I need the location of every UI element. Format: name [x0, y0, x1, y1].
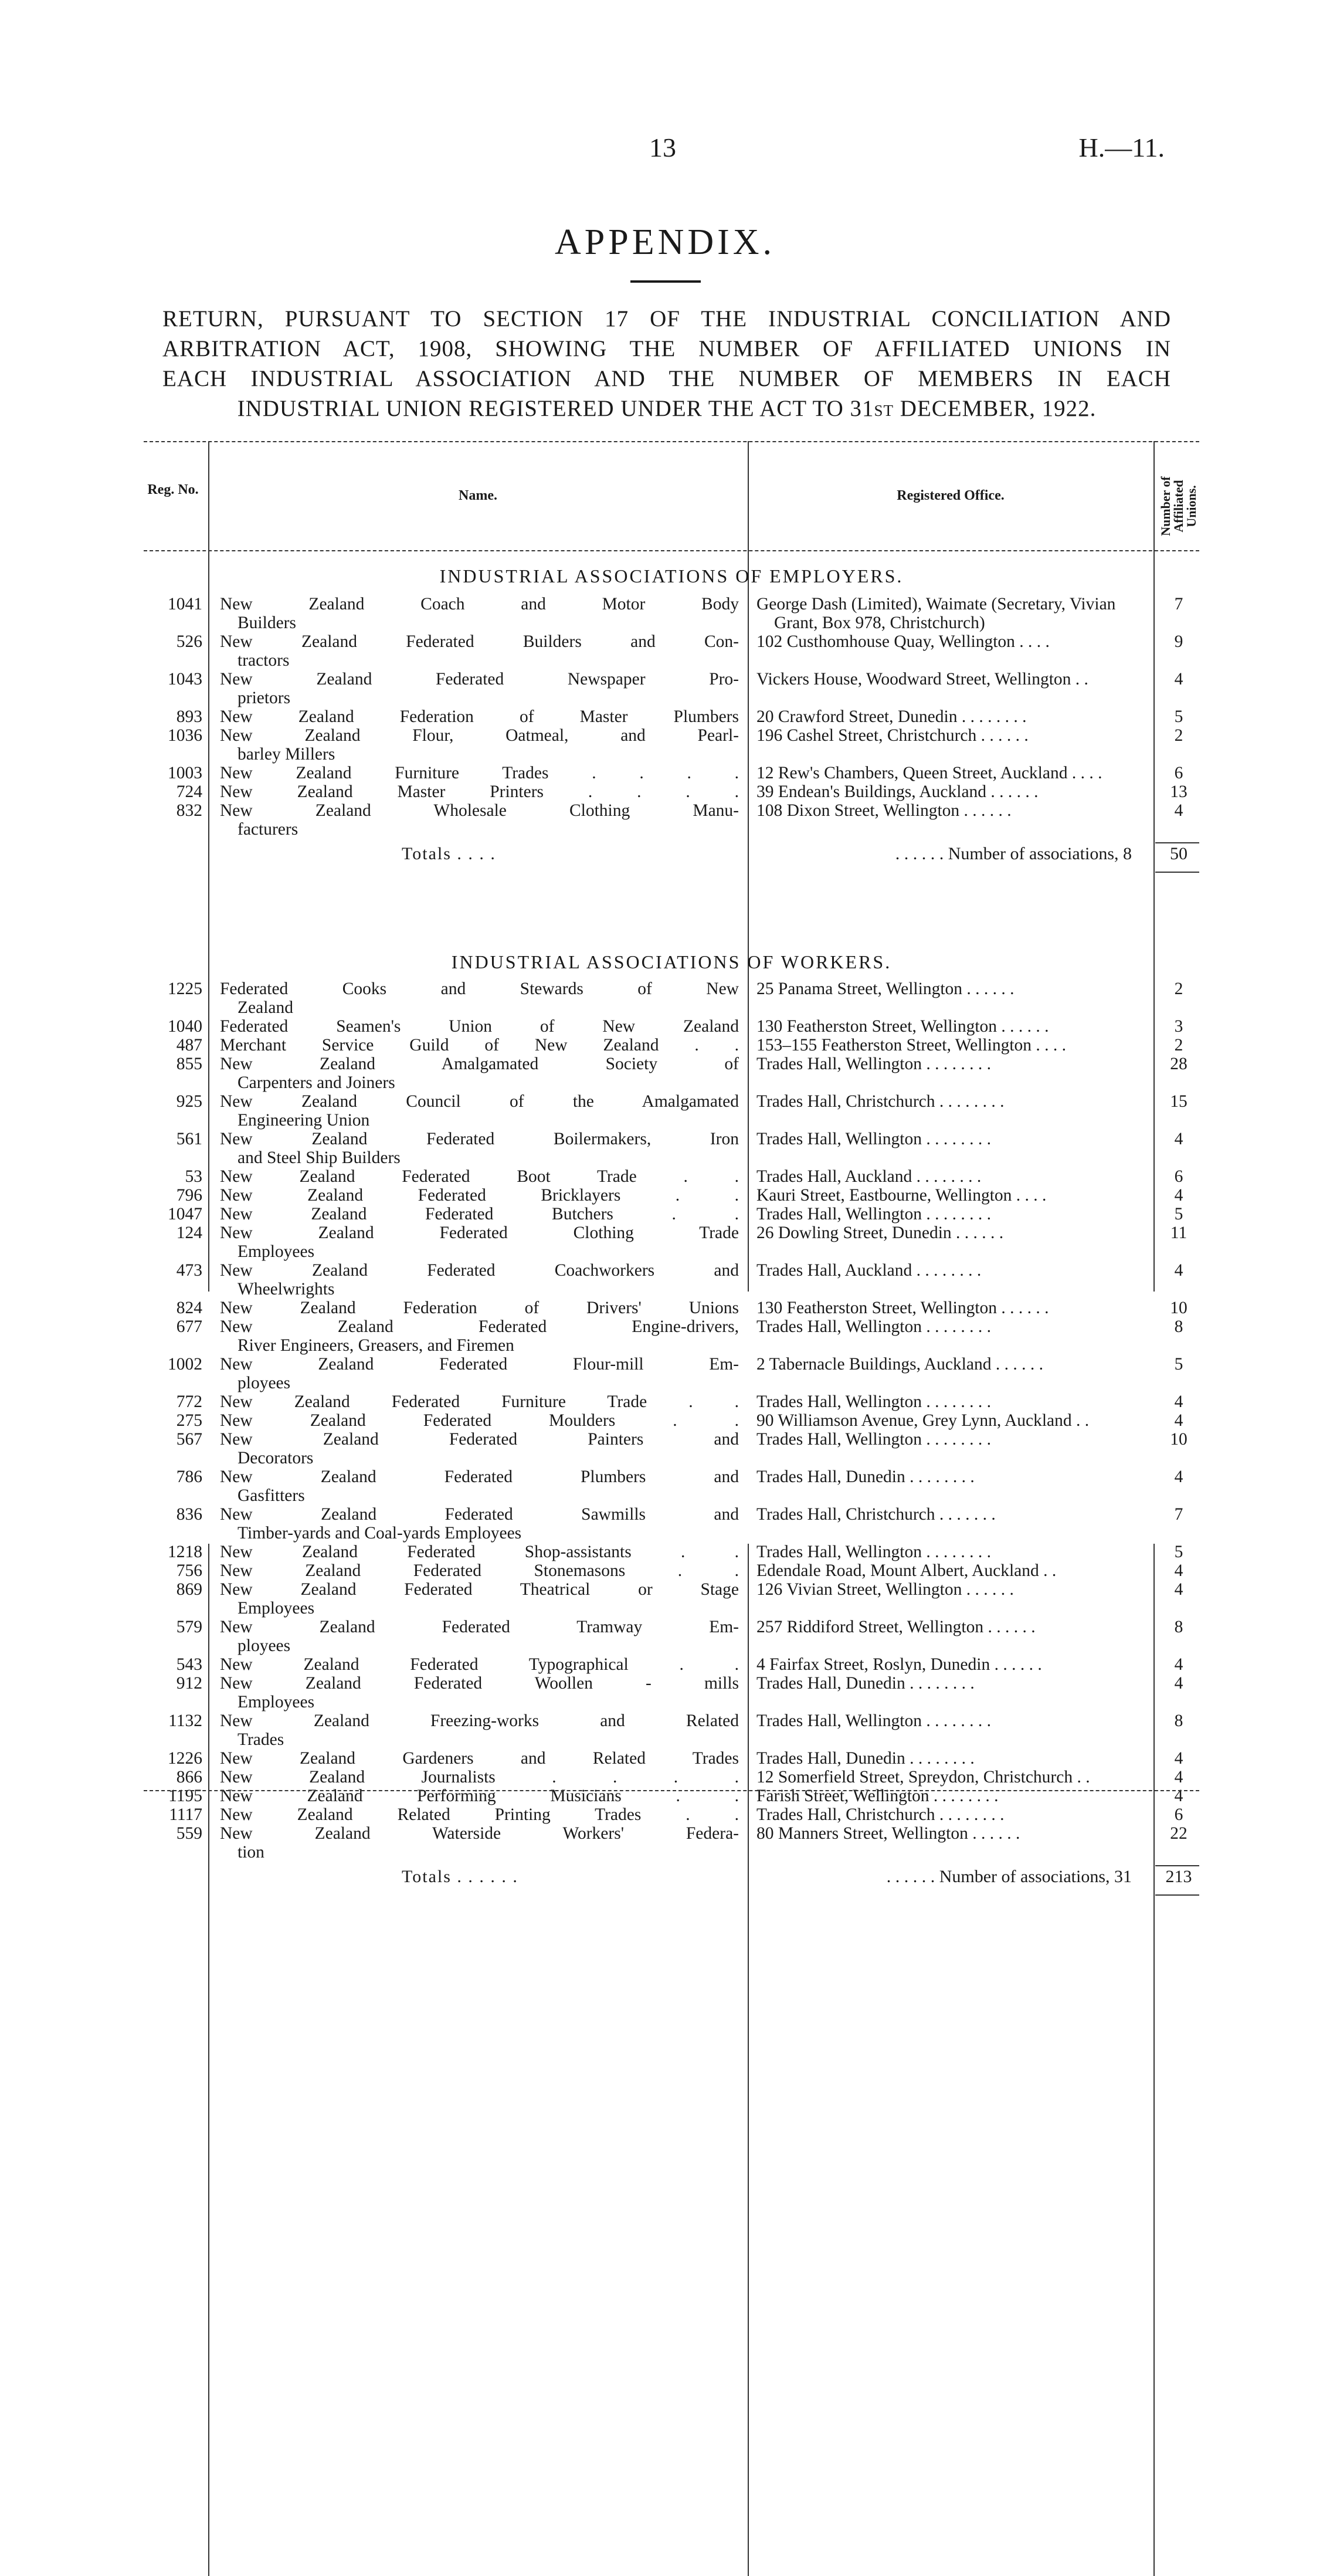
reg-number: 677 [176, 1317, 202, 1336]
registered-office: Trades Hall, Wellington . . . . . . . . [756, 1711, 991, 1730]
affiliated-unions-count: 28 [1170, 1055, 1188, 1073]
table-row [144, 670, 1199, 707]
reg-number: 1132 [168, 1711, 202, 1730]
affiliated-unions-count: 10 [1170, 1299, 1188, 1317]
name-line: New Zealand Federated Theatrical or Stage [220, 1580, 739, 1599]
table-row [144, 1017, 1199, 1036]
reg-number: 543 [176, 1655, 202, 1674]
table-row [144, 1824, 1199, 1862]
affiliated-unions-count: 7 [1174, 595, 1183, 614]
reg-number: 567 [176, 1430, 202, 1449]
association-name [220, 979, 739, 1017]
name-continuation: Decorators [238, 1449, 314, 1467]
table-row [144, 1467, 1199, 1505]
affiliated-unions-count: 15 [1170, 1092, 1188, 1111]
name-line: New Zealand Amalgamated Society of [220, 1055, 739, 1073]
associations-count: . . . . . . Number of associations, 8 [895, 844, 1132, 863]
name-line: New Zealand Federated Newspaper Pro- [220, 670, 739, 689]
affiliated-unions-count: 5 [1174, 1205, 1183, 1223]
heading-ordinal: ST [874, 402, 894, 419]
association-name [220, 1355, 739, 1392]
totals-label: Totals . . . . [402, 844, 496, 863]
association-name [220, 1205, 739, 1223]
reg-number: 893 [176, 707, 202, 726]
affiliated-unions-count: 4 [1174, 670, 1183, 689]
association-name [220, 1561, 739, 1580]
appendix-title: APPENDIX. [554, 222, 776, 262]
association-name [220, 1411, 739, 1430]
office-continuation: Grant, Box 978, Christchurch) [774, 614, 985, 632]
registered-office: 25 Panama Street, Wellington . . . . . . [756, 979, 1015, 998]
association-name [220, 1223, 739, 1261]
table-row [144, 1317, 1199, 1355]
registered-office: 39 Endean's Buildings, Auckland . . . . . . [756, 782, 1039, 801]
affiliated-unions-count: 8 [1174, 1317, 1183, 1336]
affiliated-unions-count: 6 [1174, 1805, 1183, 1824]
registered-office: Kauri Street, Eastbourne, Wellington . . . . [756, 1186, 1047, 1205]
table-row [144, 1674, 1199, 1711]
registered-office: 12 Somerfield Street, Spreydon, Christchurch . . [756, 1768, 1090, 1787]
reg-number: 925 [176, 1092, 202, 1111]
registered-office: 2 Tabernacle Buildings, Auckland . . . . . . [756, 1355, 1043, 1374]
table-row [144, 1711, 1199, 1749]
name-line: New Zealand Federated Painters and [220, 1430, 739, 1449]
name-continuation: facturers [238, 820, 298, 839]
association-name [220, 1768, 739, 1787]
table-row [144, 707, 1199, 726]
association-name [220, 1749, 739, 1768]
association-name [220, 726, 739, 764]
reg-number: 866 [176, 1768, 202, 1787]
table-row [144, 1167, 1199, 1186]
name-line: New Zealand Flour, Oatmeal, and Pearl- [220, 726, 739, 745]
association-name [220, 1543, 739, 1561]
name-continuation: and Steel Ship Builders [238, 1148, 401, 1167]
name-line: Federated Cooks and Stewards of New [220, 979, 739, 998]
table-row [144, 1618, 1199, 1655]
association-name [220, 1580, 739, 1618]
table-row [144, 632, 1199, 670]
reg-number: 1218 [168, 1543, 202, 1561]
registered-office: 130 Featherston Street, Wellington . . . . . . [756, 1299, 1049, 1317]
reg-number: 1040 [168, 1017, 202, 1036]
registered-office: 80 Manners Street, Wellington . . . . . . [756, 1824, 1020, 1843]
header-affiliated-unions: Number of Affiliated Unions. [1158, 476, 1199, 536]
reg-number: 1117 [169, 1805, 202, 1824]
affiliated-unions-count: 4 [1174, 1655, 1183, 1674]
name-continuation: Employees [238, 1242, 315, 1261]
reg-number: 1002 [168, 1355, 202, 1374]
name-continuation: Engineering Union [238, 1111, 370, 1130]
reg-number: 579 [176, 1618, 202, 1636]
association-name [220, 1711, 739, 1749]
title-underline [630, 280, 701, 283]
reg-number: 855 [176, 1055, 202, 1073]
table-row [144, 1561, 1199, 1580]
name-continuation: tractors [238, 651, 290, 670]
reg-number: 1041 [168, 595, 202, 614]
association-name [220, 1036, 739, 1055]
affiliated-unions-count: 5 [1174, 1355, 1183, 1374]
affiliated-unions-count: 6 [1174, 764, 1183, 782]
heading-line [162, 394, 1171, 426]
association-name [220, 1317, 739, 1355]
name-line: New Zealand Council of the Amalgamated [220, 1092, 739, 1111]
name-line: New Zealand Federated Woollen - mills [220, 1674, 739, 1693]
table-row [144, 1749, 1199, 1768]
name-line: New Zealand Federated Shop-assistants . . [220, 1543, 739, 1561]
name-continuation: prietors [238, 689, 291, 707]
name-continuation: Carpenters and Joiners [238, 1073, 395, 1092]
registered-office: 26 Dowling Street, Dunedin . . . . . . [756, 1223, 1004, 1242]
registered-office: George Dash (Limited), Waimate (Secretary, Vivian Grant, Box 978, Christchurch) [756, 595, 1116, 632]
registered-office: Vickers House, Woodward Street, Wellington . . [756, 670, 1088, 689]
association-name [220, 632, 739, 670]
affiliated-unions-count: 6 [1174, 1167, 1183, 1186]
table-row [144, 595, 1199, 632]
name-continuation: Gasfitters [238, 1486, 305, 1505]
table-row [144, 764, 1199, 782]
affiliated-unions-count: 2 [1174, 726, 1183, 745]
association-name [220, 1167, 739, 1186]
name-line: New Zealand Federated Flour-mill Em- [220, 1355, 739, 1374]
association-name [220, 801, 739, 839]
name-line: New Zealand Federated Engine-drivers, [220, 1317, 739, 1336]
reg-number: 756 [176, 1561, 202, 1580]
association-name [220, 1186, 739, 1205]
registered-office: Trades Hall, Dunedin . . . . . . . . [756, 1674, 975, 1693]
heading-line: RETURN, PURSUANT TO SECTION 17 OF THE INDUSTRIAL CONCILIATION AND [162, 306, 1171, 331]
association-name [220, 670, 739, 707]
table-row [144, 1261, 1199, 1299]
workers-list [144, 979, 1199, 1891]
totals-row [144, 845, 1199, 868]
heading-line: EACH INDUSTRIAL ASSOCIATION AND THE NUMBER OF MEMBERS IN EACH [162, 366, 1171, 391]
reg-number: 912 [176, 1674, 202, 1693]
affiliated-unions-count: 4 [1174, 1467, 1183, 1486]
reg-number: 1225 [168, 979, 202, 998]
table-row [144, 1055, 1199, 1092]
affiliated-unions-count: 9 [1174, 632, 1183, 651]
name-continuation: Zealand [238, 998, 293, 1017]
sum-rule [1155, 842, 1199, 843]
employers-list [144, 595, 1199, 868]
reg-number: 487 [176, 1036, 202, 1055]
name-continuation: Trades [238, 1730, 284, 1749]
name-line: New Zealand Federated Furniture Trade . . [220, 1392, 739, 1411]
table-row [144, 1430, 1199, 1467]
reg-number: 796 [176, 1186, 202, 1205]
return-heading [162, 304, 1171, 426]
name-line: New Zealand Federation of Drivers' Unions [220, 1299, 739, 1317]
table-row [144, 1205, 1199, 1223]
affiliated-unions-count: 3 [1174, 1017, 1183, 1036]
affiliated-unions-count: 4 [1174, 1392, 1183, 1411]
association-name [220, 1430, 739, 1467]
table-row [144, 1355, 1199, 1392]
affiliated-unions-count: 4 [1174, 1411, 1183, 1430]
affiliated-unions-count: 8 [1174, 1711, 1183, 1730]
affiliated-unions-count: 4 [1174, 1580, 1183, 1599]
association-name [220, 1392, 739, 1411]
association-name [220, 1787, 739, 1805]
name-continuation: Timber-yards and Coal-yards Employees [238, 1524, 522, 1543]
name-line: New Zealand Federated Moulders . . [220, 1411, 739, 1430]
association-name [220, 1655, 739, 1674]
affiliated-unions-count: 4 [1174, 1186, 1183, 1205]
association-name [220, 764, 739, 782]
registered-office: Trades Hall, Dunedin . . . . . . . . [756, 1749, 975, 1768]
name-continuation: Employees [238, 1693, 315, 1711]
association-name [220, 1092, 739, 1130]
association-name [220, 1467, 739, 1505]
reg-number: 724 [176, 782, 202, 801]
affiliated-unions-count: 4 [1174, 1674, 1183, 1693]
table-row [144, 1299, 1199, 1317]
totals-label: Totals . . . . . . [402, 1867, 518, 1886]
table-row [144, 1655, 1199, 1674]
name-continuation: Builders [238, 614, 296, 632]
reg-number: 869 [176, 1580, 202, 1599]
reg-number: 824 [176, 1299, 202, 1317]
reg-number: 275 [176, 1411, 202, 1430]
registered-office: Trades Hall, Wellington . . . . . . . . [756, 1430, 991, 1449]
section-title-employers: INDUSTRIAL ASSOCIATIONS OF EMPLOYERS. [439, 565, 904, 587]
table-row [144, 1768, 1199, 1787]
name-line: New Zealand Federated Builders and Con- [220, 632, 739, 651]
name-line: New Zealand Master Printers . . . . [220, 782, 739, 801]
table-row [144, 979, 1199, 1017]
name-line: New Zealand Gardeners and Related Trades [220, 1749, 739, 1768]
reg-number: 1195 [168, 1787, 202, 1805]
reg-number: 526 [176, 632, 202, 651]
name-line: Merchant Service Guild of New Zealand . . [220, 1036, 739, 1055]
table-row [144, 1411, 1199, 1430]
affiliated-unions-count: 2 [1174, 1036, 1183, 1055]
affiliated-unions-count: 4 [1174, 1261, 1183, 1280]
registered-office: 126 Vivian Street, Wellington . . . . . . [756, 1580, 1014, 1599]
table-row [144, 1805, 1199, 1824]
page-reference: H.—11. [1078, 133, 1165, 162]
header-name: Name. [459, 488, 497, 503]
table-row [144, 1186, 1199, 1205]
registered-office: 102 Custhomhouse Quay, Wellington . . . . [756, 632, 1050, 651]
affiliated-unions-count: 2 [1174, 979, 1183, 998]
association-name [220, 1674, 739, 1711]
association-name [220, 1261, 739, 1299]
affiliated-unions-count: 11 [1170, 1223, 1188, 1242]
reg-number: 1047 [168, 1205, 202, 1223]
association-name [220, 782, 739, 801]
registered-office: Trades Hall, Wellington . . . . . . . . [756, 1392, 991, 1411]
table-bottom-rule [144, 1790, 1199, 1791]
affiliated-unions-count: 22 [1170, 1824, 1188, 1843]
affiliated-unions-count: 4 [1174, 1561, 1183, 1580]
name-continuation: ployees [238, 1374, 291, 1392]
association-name [220, 1618, 739, 1655]
affiliated-unions-count: 4 [1174, 801, 1183, 820]
table-row [144, 1543, 1199, 1561]
header-reg-no: Reg. No. [147, 482, 199, 497]
name-line: New Zealand Freezing-works and Related [220, 1711, 739, 1730]
registered-office: Trades Hall, Auckland . . . . . . . . [756, 1167, 982, 1186]
totals-row [144, 1867, 1199, 1891]
reg-number: 772 [176, 1392, 202, 1411]
affiliated-unions-count: 5 [1174, 1543, 1183, 1561]
name-line: New Zealand Coach and Motor Body [220, 595, 739, 614]
affiliated-unions-count: 7 [1174, 1505, 1183, 1524]
heading-line: ARBITRATION ACT, 1908, SHOWING THE NUMBER OF AFFILIATED UNIONS IN [162, 336, 1171, 361]
reg-number: 53 [185, 1167, 202, 1186]
heading-text: INDUSTRIAL UNION REGISTERED UNDER THE ACT TO 31 [237, 396, 874, 421]
name-line: New Zealand Federated Typographical . . [220, 1655, 739, 1674]
registered-office: Trades Hall, Wellington . . . . . . . . [756, 1130, 991, 1148]
registered-office: 20 Crawford Street, Dunedin . . . . . . . . [756, 707, 1027, 726]
name-continuation: ployees [238, 1636, 291, 1655]
association-name [220, 1299, 739, 1317]
affiliated-unions-count: 4 [1174, 1787, 1183, 1805]
registered-office: 196 Cashel Street, Christchurch . . . . . . [756, 726, 1029, 745]
table-row [144, 1130, 1199, 1167]
reg-number: 786 [176, 1467, 202, 1486]
association-name [220, 1824, 739, 1862]
registered-office: Trades Hall, Christchurch . . . . . . . [756, 1505, 996, 1524]
table-top-rule [144, 441, 1199, 442]
registered-office: Trades Hall, Wellington . . . . . . . . [756, 1205, 991, 1223]
association-name [220, 1130, 739, 1167]
registered-office: Trades Hall, Christchurch . . . . . . . . [756, 1092, 1005, 1111]
table-row [144, 1392, 1199, 1411]
name-line: New Zealand Performing Musicians . . [220, 1787, 739, 1805]
affiliated-unions-count: 4 [1174, 1749, 1183, 1768]
sum-rule [1155, 1894, 1199, 1896]
registered-office: Trades Hall, Christchurch . . . . . . . . [756, 1805, 1005, 1824]
name-continuation: Employees [238, 1599, 315, 1618]
name-line: New Zealand Waterside Workers' Federa- [220, 1824, 739, 1843]
name-line: Federated Seamen's Union of New Zealand [220, 1017, 739, 1036]
page-number: 13 [649, 133, 676, 162]
section-title-workers: INDUSTRIAL ASSOCIATIONS OF WORKERS. [451, 951, 892, 972]
associations-count: . . . . . . Number of associations, 31 [886, 1867, 1132, 1886]
registered-office: Trades Hall, Wellington . . . . . . . . [756, 1317, 991, 1336]
affiliated-unions-count: 4 [1174, 1130, 1183, 1148]
association-name [220, 1055, 739, 1092]
registered-office: Trades Hall, Auckland . . . . . . . . [756, 1261, 982, 1280]
affiliated-unions-count: 4 [1174, 1768, 1183, 1787]
sum-rule [1155, 1865, 1199, 1866]
reg-number: 1226 [168, 1749, 202, 1768]
reg-number: 473 [176, 1261, 202, 1280]
registered-office: Edendale Road, Mount Albert, Auckland . . [756, 1561, 1057, 1580]
table-row [144, 801, 1199, 839]
reg-number: 836 [176, 1505, 202, 1524]
name-line: New Zealand Journalists . . . . [220, 1768, 739, 1787]
reg-number: 1003 [168, 764, 202, 782]
table-row [144, 1092, 1199, 1130]
registered-office: 90 Williamson Avenue, Grey Lynn, Auckland . . [756, 1411, 1090, 1430]
reg-number: 561 [176, 1130, 202, 1148]
name-line: New Zealand Federated Stonemasons . . [220, 1561, 739, 1580]
association-name [220, 1805, 739, 1824]
table-row [144, 1505, 1199, 1543]
table-row [144, 1580, 1199, 1618]
registered-office: 257 Riddiford Street, Wellington . . . . . . [756, 1618, 1036, 1636]
table-row [144, 782, 1199, 801]
name-line: New Zealand Federated Boot Trade . . [220, 1167, 739, 1186]
name-line: New Zealand Federated Boilermakers, Iron [220, 1130, 739, 1148]
table-row [144, 1787, 1199, 1805]
name-continuation: tion [238, 1843, 264, 1862]
affiliated-unions-count: 5 [1174, 707, 1183, 726]
name-line: New Zealand Federated Butchers . . [220, 1205, 739, 1223]
totals-value: 213 [1165, 1867, 1192, 1886]
association-name [220, 595, 739, 632]
header-bottom-rule [144, 550, 1199, 551]
affiliated-unions-count: 10 [1170, 1430, 1188, 1449]
name-continuation: River Engineers, Greasers, and Firemen [238, 1336, 514, 1355]
registered-office: Trades Hall, Wellington . . . . . . . . [756, 1543, 991, 1561]
association-name [220, 1017, 739, 1036]
name-line: New Zealand Federated Sawmills and [220, 1505, 739, 1524]
reg-number: 1043 [168, 670, 202, 689]
reg-number: 124 [176, 1223, 202, 1242]
reg-number: 1036 [168, 726, 202, 745]
table-row [144, 1036, 1199, 1055]
registered-office: Farish Street, Wellington . . . . . . . . [756, 1787, 999, 1805]
name-line: New Zealand Federated Clothing Trade [220, 1223, 739, 1242]
registered-office: Trades Hall, Dunedin . . . . . . . . [756, 1467, 975, 1486]
name-line: New Zealand Federation of Master Plumbers [220, 707, 739, 726]
affiliated-unions-count: 13 [1170, 782, 1188, 801]
registered-office: 153–155 Featherston Street, Wellington . . . . [756, 1036, 1067, 1055]
registered-office: 4 Fairfax Street, Roslyn, Dunedin . . . . . . [756, 1655, 1042, 1674]
header-office: Registered Office. [897, 488, 1005, 503]
table-row [144, 1223, 1199, 1261]
name-line: New Zealand Wholesale Clothing Manu- [220, 801, 739, 820]
registered-office: Trades Hall, Wellington . . . . . . . . [756, 1055, 991, 1073]
heading-text: DECEMBER, 1922. [894, 396, 1097, 421]
name-line: New Zealand Federated Coachworkers and [220, 1261, 739, 1280]
name-line: New Zealand Federated Plumbers and [220, 1467, 739, 1486]
affiliated-unions-count: 8 [1174, 1618, 1183, 1636]
name-continuation: Wheelwrights [238, 1280, 335, 1299]
name-continuation: barley Millers [238, 745, 335, 764]
reg-number: 559 [176, 1824, 202, 1843]
association-name [220, 1505, 739, 1543]
table-row [144, 726, 1199, 764]
registered-office: 130 Featherston Street, Wellington . . . . . . [756, 1017, 1049, 1036]
sum-rule [1155, 872, 1199, 873]
name-line: New Zealand Federated Tramway Em- [220, 1618, 739, 1636]
registered-office: 108 Dixon Street, Wellington . . . . . . [756, 801, 1012, 820]
totals-value: 50 [1170, 844, 1188, 863]
registered-office: 12 Rew's Chambers, Queen Street, Auckland . . . . [756, 764, 1102, 782]
name-line: New Zealand Federated Bricklayers . . [220, 1186, 739, 1205]
association-name [220, 707, 739, 726]
reg-number: 832 [176, 801, 202, 820]
name-line: New Zealand Related Printing Trades . . [220, 1805, 739, 1824]
name-line: New Zealand Furniture Trades . . . . [220, 764, 739, 782]
